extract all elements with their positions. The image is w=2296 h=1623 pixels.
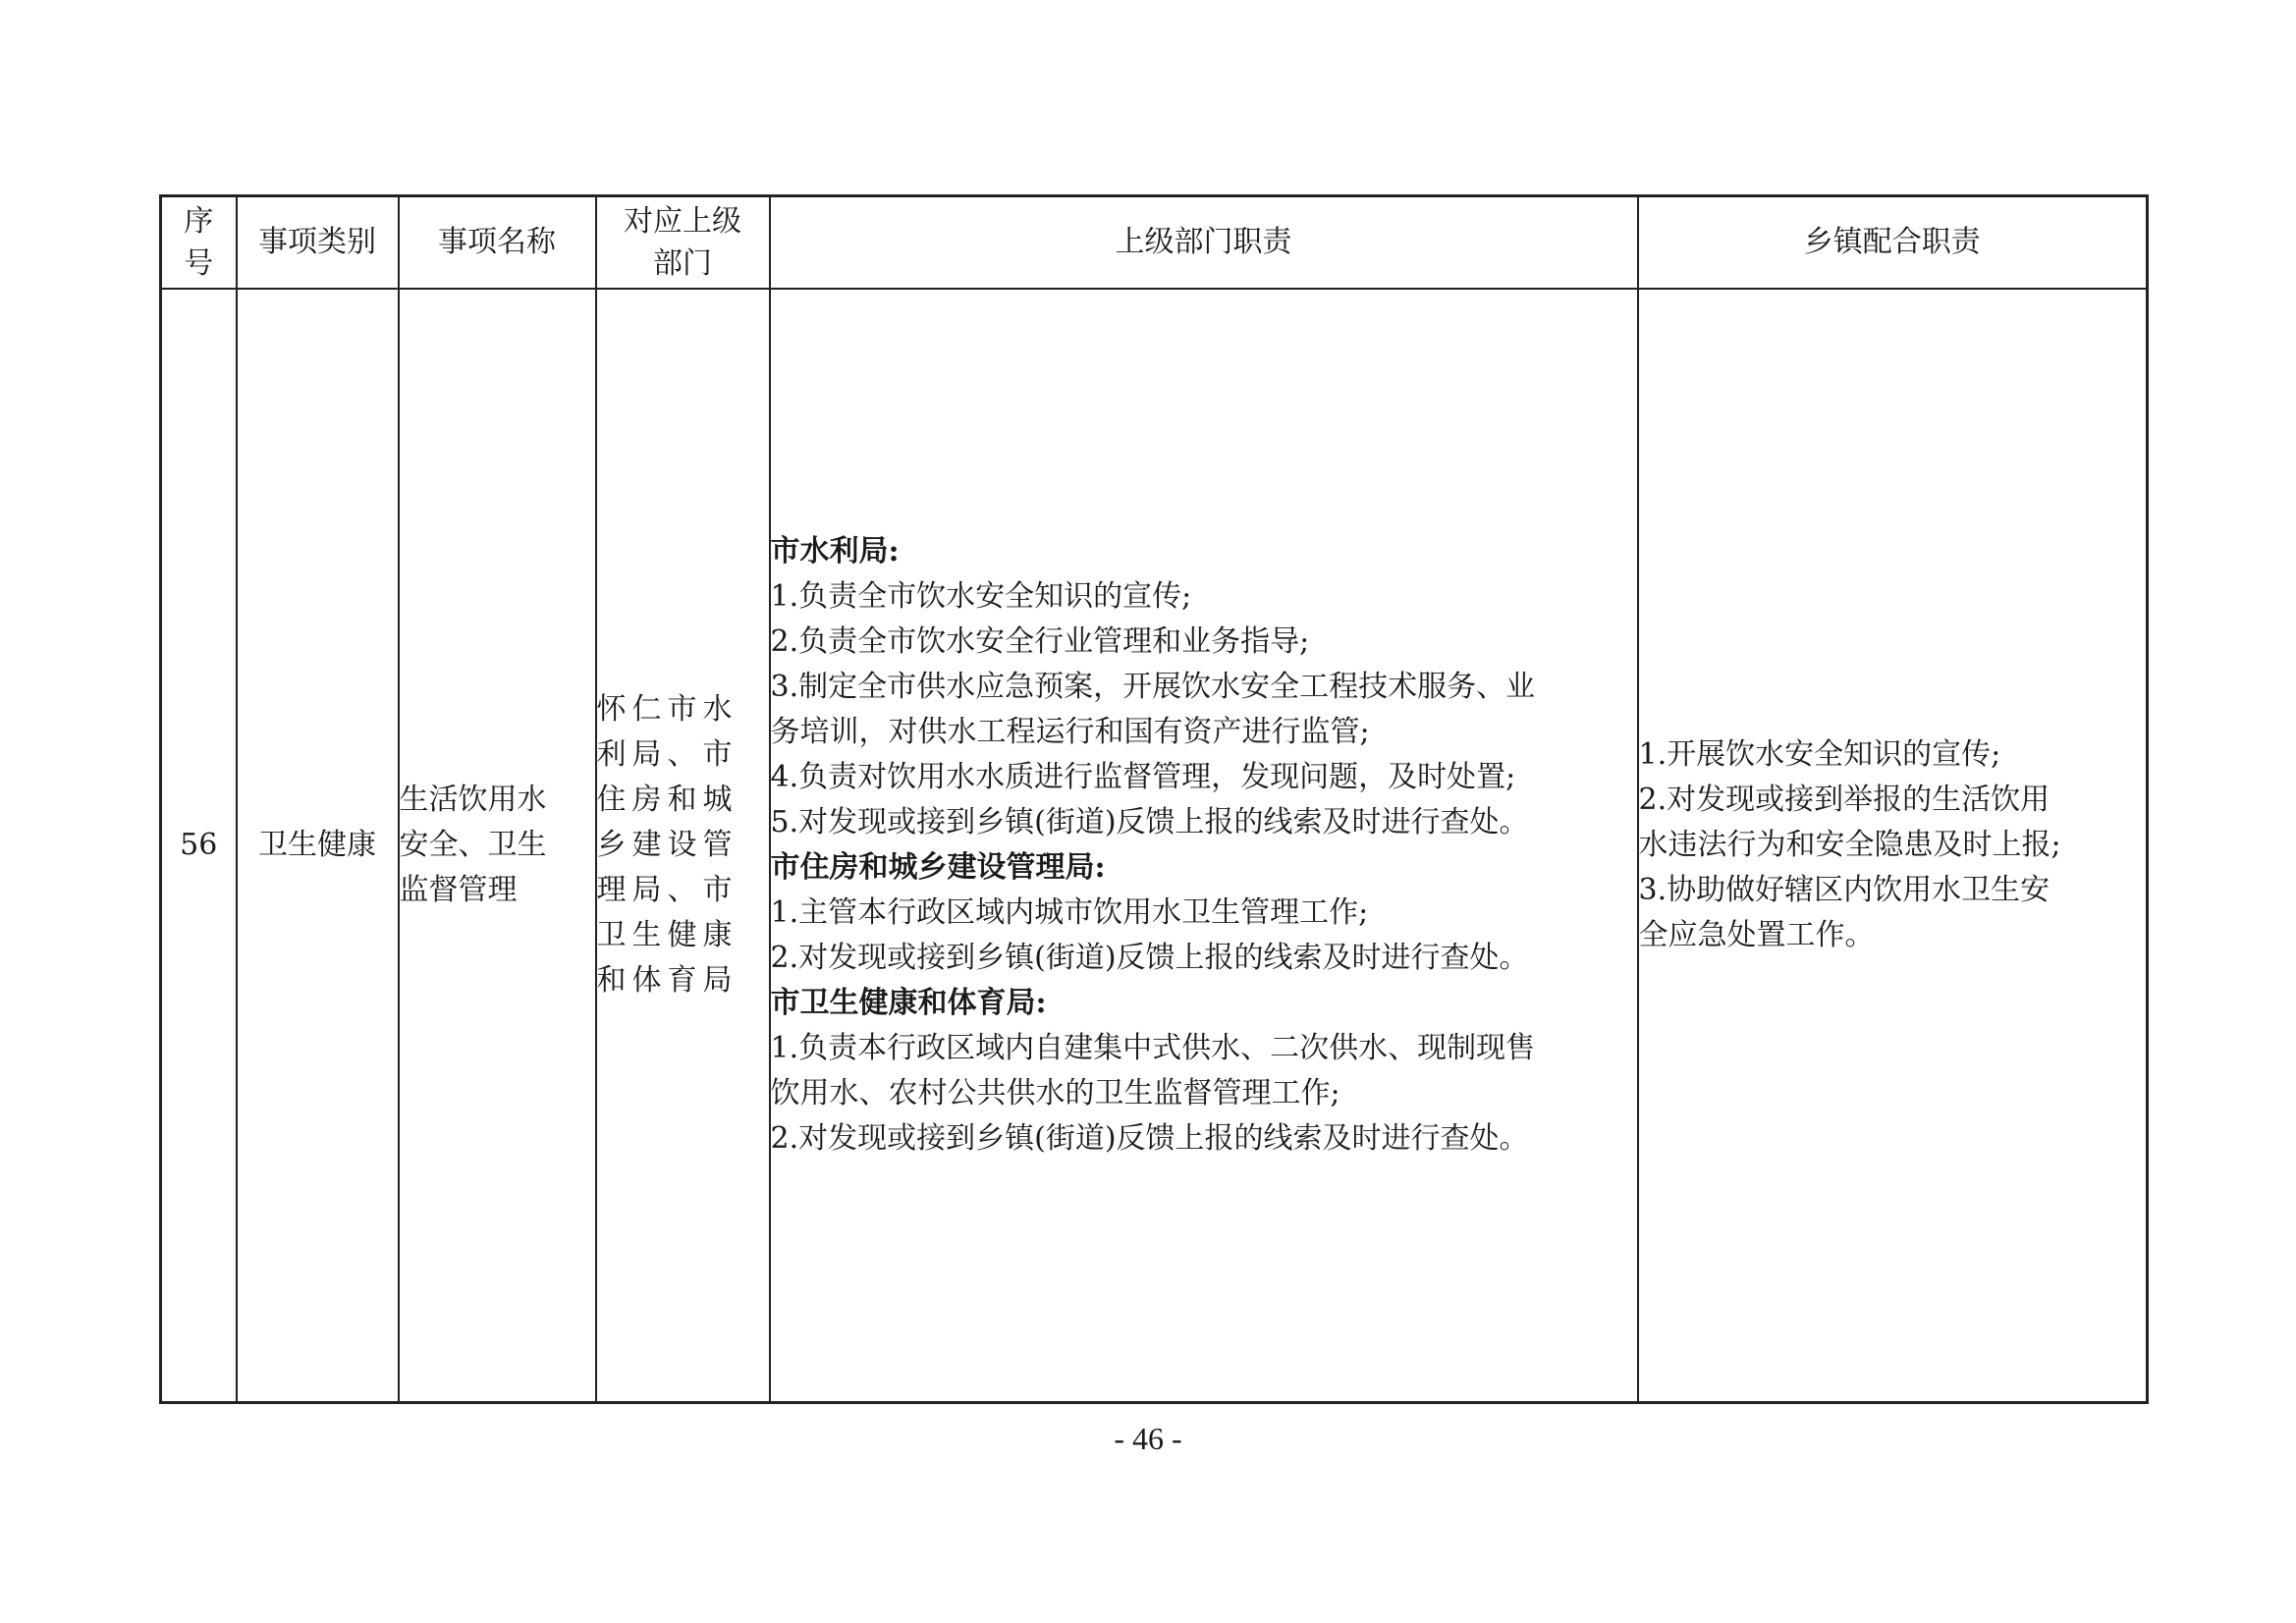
header-seq: 序 号: [161, 196, 237, 290]
duty-table: [159, 194, 2149, 1404]
header-category: 事项类别: [237, 196, 399, 290]
duty-line: 3.制定全市供水应急预案，开展饮水安全工程技术服务、业: [770, 670, 1536, 704]
header-dept: 对应上级 部门: [596, 196, 770, 290]
duty-line: 2.对发现或接到乡镇(街道)反馈上报的线索及时进行查处。: [770, 941, 1529, 975]
dept-heading-health: 市卫生健康和体育局:: [770, 986, 1047, 1020]
cell-seq: 56: [161, 289, 237, 1403]
cell-town-duties: [1638, 289, 2148, 1403]
town-duty-line: 2.对发现或接到举报的生活饮用: [1638, 783, 2050, 817]
duty-line: 2.负责全市饮水安全行业管理和业务指导;: [770, 624, 1310, 659]
header-town-duties: 乡镇配合职责: [1638, 196, 2148, 290]
town-duty-line: 3.协助做好辖区内饮用水卫生安: [1638, 873, 2050, 907]
duty-line: 4.负责对饮用水水质进行监督管理，发现问题，及时处置;: [770, 760, 1516, 794]
page-number: - 46 -: [1114, 1421, 1182, 1456]
town-duty-line: 1.开展饮水安全知识的宣传;: [1638, 737, 2001, 772]
cell-upper-duties: [770, 289, 1638, 1403]
town-duty-line: 水违法行为和安全隐患及时上报;: [1638, 828, 2061, 862]
duty-line: 5.对发现或接到乡镇(街道)反馈上报的线索及时进行查处。: [770, 805, 1529, 839]
table-header-row: [161, 196, 2148, 290]
header-name: 事项名称: [399, 196, 596, 290]
cell-dept: 怀仁市水 利局、市 住房和城 乡建设管 理局、市 卫生健康 和体育局: [596, 289, 770, 1403]
dept-heading-housing: 市住房和城乡建设管理局:: [770, 850, 1106, 885]
duty-line: 务培训，对供水工程运行和国有资产进行监管;: [770, 715, 1370, 749]
dept-heading-water: 市水利局:: [770, 534, 900, 568]
duty-line: 1.主管本行政区域内城市饮用水卫生管理工作;: [770, 895, 1369, 930]
cell-name: 生活饮用水 安全、卫生 监督管理: [399, 289, 596, 1403]
duty-line: 饮用水、农村公共供水的卫生监督管理工作;: [770, 1076, 1340, 1110]
header-upper-duties: 上级部门职责: [770, 196, 1638, 290]
duty-line: 1.负责全市饮水安全知识的宣传;: [770, 579, 1192, 614]
cell-category: 卫生健康: [237, 289, 399, 1403]
town-duty-line: 全应急处置工作。: [1638, 918, 1875, 952]
table-row: [161, 289, 2148, 1403]
duty-line: 2.对发现或接到乡镇(街道)反馈上报的线索及时进行查处。: [770, 1121, 1529, 1156]
duty-line: 1.负责本行政区域内自建集中式供水、二次供水、现制现售: [770, 1031, 1536, 1065]
